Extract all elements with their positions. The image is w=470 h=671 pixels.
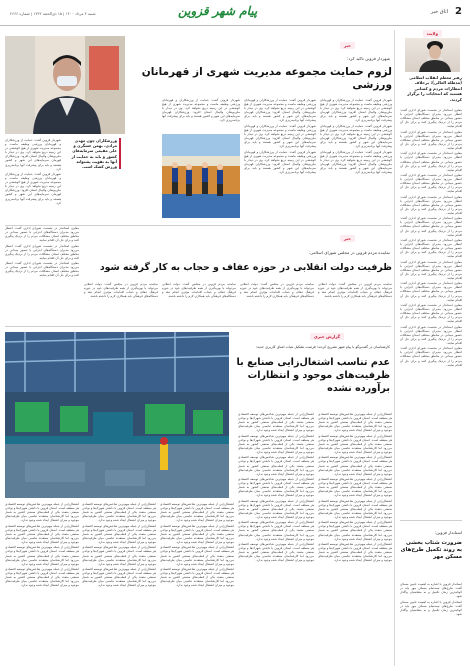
sport-paragraph: شهردار قزوین گفت: حمایت از ورزشکاران و قهرمانان ورزشی وظیفه ماست و مجموعه مدیریت شهری از هیچ کوششی در این زمینه دریغ نخواهد کرد. وی در دیدار با ملی‌پوشان والیبال استان افزود: ورزشکاران قهرمان سرمایه‌های این شهر و کشور هستند و باید برای پیشرفت آنها برنامه‌ریزی کرد. xyxy=(320,149,392,174)
sport-paragraph: شهردار قزوین گفت: حمایت از ورزشکاران و قهرمانان ورزشی وظیفه ماست و مجموعه مدیریت شهری از هیچ کوششی در این زمینه دریغ نخواهد کرد. وی در دیدار با ملی‌پوشان والیبال استان افزود: ورزشکاران قهرمان سرمایه‌های این شهر و کشور هستند و باید برای پیشرفت آنها برنامه‌ریزی کرد. xyxy=(5,138,61,171)
column-divider xyxy=(394,30,395,666)
industry-paragraph: اشتغال‌زایی از جمله مهم‌ترین شاخص‌های توسعه اقتصادی هر منطقه است. استان قزوین با داشتن شهرک‌ها و نواحی صنعتی متعدد یکی از قطب‌های صنعتی کشور به شمار می‌رود اما کارشناسان معتقدند تناسبی میان ظرفیت‌های موجود و میزان اشتغال ایجاد شده وجود ندارد. xyxy=(160,523,234,545)
industry-paragraph: اشتغال‌زایی از جمله مهم‌ترین شاخص‌های توسعه اقتصادی هر منطقه است. استان قزوین با داشتن شهرک‌ها و نواحی صنعتی متعدد یکی از قطب‌های صنعتی کشور به شمار می‌رود اما کارشناسان معتقدند تناسبی میان ظرفیت‌های موجود و میزان اشتغال ایجاد شده وجود ندارد. xyxy=(5,545,79,566)
sidebar-paragraph: معاون استاندار در نشست شورای اداری گفت: انتظار می‌رود مدیران دستگاه‌های اجرایی با حضور میدانی در مناطق مختلف استان مشکلات مردم را از نزدیک پیگیری کنند و برای حل آن اقدام نمایند. xyxy=(400,324,462,345)
section-divider xyxy=(5,326,391,327)
governor-body-col2 xyxy=(240,282,314,322)
sidebar-paragraph: معاون استاندار در نشست شورای اداری گفت: انتظار می‌رود مدیران دستگاه‌های اجرایی با حضور میدانی در مناطق مختلف استان مشکلات مردم را از نزدیک پیگیری کنند و برای حل آن اقدام نمایند. xyxy=(400,108,462,129)
industry-paragraph: اشتغال‌زایی از جمله مهم‌ترین شاخص‌های توسعه اقتصادی هر منطقه است. استان قزوین با داشتن شهرک‌ها و نواحی صنعتی متعدد یکی از قطب‌های صنعتی کشور به شمار می‌رود اما کارشناسان معتقدند تناسبی میان ظرفیت‌های موجود و میزان اشتغال ایجاد شده وجود ندارد. xyxy=(238,520,314,541)
factory-photo xyxy=(5,332,229,498)
section-label: اتاق خبر xyxy=(430,9,448,15)
industry-paragraph: اشتغال‌زایی از جمله مهم‌ترین شاخص‌های توسعه اقتصادی هر منطقه است. استان قزوین با داشتن شهرک‌ها و نواحی صنعتی متعدد یکی از قطب‌های صنعتی کشور به شمار می‌رود اما کارشناسان معتقدند تناسبی میان ظرفیت‌های موجود و میزان اشتغال ایجاد شده وجود ندارد. xyxy=(318,541,392,563)
section-divider xyxy=(400,520,462,521)
industry-paragraph: اشتغال‌زایی از جمله مهم‌ترین شاخص‌های توسعه اقتصادی هر منطقه است. استان قزوین با داشتن شهرک‌ها و نواحی صنعتی متعدد یکی از قطب‌های صنعتی کشور به شمار می‌رود اما کارشناسان معتقدند تناسبی میان ظرفیت‌های موجود و میزان اشتغال ایجاد شده وجود ندارد. xyxy=(318,455,392,476)
sport-tag: خبر xyxy=(340,42,355,49)
industry-paragraph: اشتغال‌زایی از جمله مهم‌ترین شاخص‌های توسعه اقتصادی هر منطقه است. استان قزوین با داشتن شهرک‌ها و نواحی صنعتی متعدد یکی از قطب‌های صنعتی کشور به شمار می‌رود اما کارشناسان معتقدند تناسبی میان ظرفیت‌های موجود و میزان اشتغال ایجاد شده وجود ندارد. xyxy=(160,566,234,588)
industry-paragraph: اشتغال‌زایی از جمله مهم‌ترین شاخص‌های توسعه اقتصادی هر منطقه است. استان قزوین با داشتن شهرک‌ها و نواحی صنعتی متعدد یکی از قطب‌های صنعتی کشور به شمار می‌رود اما کارشناسان معتقدند تناسبی میان ظرفیت‌های موجود و میزان اشتغال ایجاد شده وجود ندارد. xyxy=(318,412,392,433)
industry-paragraph: اشتغال‌زایی از جمله مهم‌ترین شاخص‌های توسعه اقتصادی هر منطقه است. استان قزوین با داشتن شهرک‌ها و نواحی صنعتی متعدد یکی از قطب‌های صنعتی کشور به شمار می‌رود اما کارشناسان معتقدند تناسبی میان ظرفیت‌های موجود و میزان اشتغال ایجاد شده وجود ندارد. xyxy=(238,455,314,476)
sidebar-paragraph: معاون استاندار در نشست شورای اداری گفت: انتظار می‌رود مدیران دستگاه‌های اجرایی با حضور میدانی در مناطق مختلف استان مشکلات مردم را از نزدیک پیگیری کنند و برای حل آن اقدام نمایند. xyxy=(400,151,462,172)
industry-headline: عدم تناسب اشتغال‌زایی صنایع با ظرفیت‌های موجود و انتظارات برآورده نشده xyxy=(236,357,390,394)
leader-tag: ولایت xyxy=(423,30,442,37)
left-paragraph: معاون استاندار در نشست شورای اداری گفت: انتظار می‌رود مدیران دستگاه‌های اجرایی با حضور میدانی در مناطق مختلف استان مشکلات مردم را از نزدیک پیگیری کنند و برای حل آن اقدام نمایند. xyxy=(5,243,79,260)
sidebar-text xyxy=(400,108,462,518)
sport-body-left xyxy=(5,138,61,214)
industry-body-col1 xyxy=(318,412,392,662)
left-paragraph: معاون استاندار در نشست شورای اداری گفت: انتظار می‌رود مدیران دستگاه‌های اجرایی با حضور میدانی در مناطق مختلف استان مشکلات مردم را از نزدیک پیگیری کنند و برای حل آن اقدام نمایند. xyxy=(5,261,79,278)
industry-paragraph: اشتغال‌زایی از جمله مهم‌ترین شاخص‌های توسعه اقتصادی هر منطقه است. استان قزوین با داشتن شهرک‌ها و نواحی صنعتی متعدد یکی از قطب‌های صنعتی کشور به شمار می‌رود اما کارشناسان معتقدند تناسبی میان ظرفیت‌های موجود و میزان اشتغال ایجاد شده وجود ندارد. xyxy=(318,433,392,455)
sidebar-paragraph: معاون استاندار در نشست شورای اداری گفت: انتظار می‌رود مدیران دستگاه‌های اجرایی با حضور میدانی در مناطق مختلف استان مشکلات مردم را از نزدیک پیگیری کنند و برای حل آن اقدام نمایند. xyxy=(400,216,462,237)
page-number: 2 xyxy=(455,6,462,17)
governor-body-col1 xyxy=(318,282,392,322)
industry-paragraph: اشتغال‌زایی از جمله مهم‌ترین شاخص‌های توسعه اقتصادی هر منطقه است. استان قزوین با داشتن شهرک‌ها و نواحی صنعتی متعدد یکی از قطب‌های صنعتی کشور به شمار می‌رود اما کارشناسان معتقدند تناسبی میان ظرفیت‌های موجود و میزان اشتغال ایجاد شده وجود ندارد. xyxy=(82,566,156,588)
dateline: شنبه ۴ مرداد ۱۴۰۰ | ۱۵ ذی‌الحجه ۱۴۴۲ | شماره ۲۶۶۶ xyxy=(10,11,96,16)
industry-paragraph: اشتغال‌زایی از جمله مهم‌ترین شاخص‌های توسعه اقتصادی هر منطقه است. استان قزوین با داشتن شهرک‌ها و نواحی صنعتی متعدد یکی از قطب‌های صنعتی کشور به شمار می‌رود اما کارشناسان معتقدند تناسبی میان ظرفیت‌های موجود و میزان اشتغال ایجاد شده وجود ندارد. xyxy=(238,476,314,498)
industry-paragraph: اشتغال‌زایی از جمله مهم‌ترین شاخص‌های توسعه اقتصادی هر منطقه است. استان قزوین با داشتن شهرک‌ها و نواحی صنعتی متعدد یکی از قطب‌های صنعتی کشور به شمار می‌رود اما کارشناسان معتقدند تناسبی میان ظرفیت‌های موجود و میزان اشتغال ایجاد شده وجود ندارد. xyxy=(5,523,79,545)
right-bottom-paragraph: استاندار قزوین با اشاره به اهمیت تامین مسکن گفت: طرح‌های نیمه‌تمام مسکن مهر باید در کوتاه‌ترین زمان تکمیل و به متقاضیان واگذار شود. xyxy=(400,599,462,616)
sport-headline: لزوم حمایت مجموعه مدیریت شهری از قهرمانان ورزشی xyxy=(141,66,392,91)
industry-paragraph: اشتغال‌زایی از جمله مهم‌ترین شاخص‌های توسعه اقتصادی هر منطقه است. استان قزوین با داشتن شهرک‌ها و نواحی صنعتی متعدد یکی از قطب‌های صنعتی کشور به شمار می‌رود اما کارشناسان معتقدند تناسبی میان ظرفیت‌های موجود و میزان اشتغال ایجاد شده وجود ندارد. xyxy=(238,498,314,519)
industry-paragraph: اشتغال‌زایی از جمله مهم‌ترین شاخص‌های توسعه اقتصادی هر منطقه است. استان قزوین با داشتن شهرک‌ها و نواحی صنعتی متعدد یکی از قطب‌های صنعتی کشور به شمار می‌رود اما کارشناسان معتقدند تناسبی میان ظرفیت‌های موجود و میزان اشتغال ایجاد شده وجود ندارد. xyxy=(318,520,392,541)
governor-body-col3 xyxy=(162,282,236,322)
industry-paragraph: اشتغال‌زایی از جمله مهم‌ترین شاخص‌های توسعه اقتصادی هر منطقه است. استان قزوین با داشتن شهرک‌ها و نواحی صنعتی متعدد یکی از قطب‌های صنعتی کشور به شمار می‌رود اما کارشناسان معتقدند تناسبی میان ظرفیت‌های موجود و میزان اشتغال ایجاد شده وجود ندارد. xyxy=(238,433,314,455)
right-bottom-kicker: استاندار قزوین: xyxy=(434,530,462,535)
sidebar-paragraph: معاون استاندار در نشست شورای اداری گفت: انتظار می‌رود مدیران دستگاه‌های اجرایی با حضور میدانی در مناطق مختلف استان مشکلات مردم را از نزدیک پیگیری کنند و برای حل آن اقدام نمایند. xyxy=(400,302,462,324)
industry-paragraph: اشتغال‌زایی از جمله مهم‌ترین شاخص‌های توسعه اقتصادی هر منطقه است. استان قزوین با داشتن شهرک‌ها و نواحی صنعتی متعدد یکی از قطب‌های صنعتی کشور به شمار می‌رود اما کارشناسان معتقدند تناسبی میان ظرفیت‌های موجود و میزان اشتغال ایجاد شده وجود ندارد. xyxy=(318,498,392,519)
industry-paragraph: اشتغال‌زایی از جمله مهم‌ترین شاخص‌های توسعه اقتصادی هر منطقه است. استان قزوین با داشتن شهرک‌ها و نواحی صنعتی متعدد یکی از قطب‌های صنعتی کشور به شمار می‌رود اما کارشناسان معتقدند تناسبی میان ظرفیت‌های موجود و میزان اشتغال ایجاد شده وجود ندارد. xyxy=(5,502,79,523)
sport-paragraph: شهردار قزوین گفت: حمایت از ورزشکاران و قهرمانان ورزشی وظیفه ماست و مجموعه مدیریت شهری از هیچ کوششی در این زمینه دریغ نخواهد کرد. وی در دیدار با ملی‌پوشان والیبال استان افزود: ورزشکاران قهرمان سرمایه‌های این شهر و کشور هستند و باید برای پیشرفت آنها برنامه‌ریزی کرد. xyxy=(244,123,316,149)
industry-paragraph: اشتغال‌زایی از جمله مهم‌ترین شاخص‌های توسعه اقتصادی هر منطقه است. استان قزوین با داشتن شهرک‌ها و نواحی صنعتی متعدد یکی از قطب‌های صنعتی کشور به شمار می‌رود اما کارشناسان معتقدند تناسبی میان ظرفیت‌های موجود و میزان اشتغال ایجاد شده وجود ندارد. xyxy=(5,566,79,588)
governor-paragraph: نماینده مردم قزوین در مجلس گفت: دولت انقلابی می‌تواند با بهره‌گیری از همه ظرفیت‌های خود در حوزه فرهنگ عفاف و حجاب اقدامات مؤثری انجام دهد و دستگاه‌های فرهنگی باید همکاری لازم را داشته باشند. xyxy=(318,282,392,299)
industry-paragraph: اشتغال‌زایی از جمله مهم‌ترین شاخص‌های توسعه اقتصادی هر منطقه است. استان قزوین با داشتن شهرک‌ها و نواحی صنعتی متعدد یکی از قطب‌های صنعتی کشور به شمار می‌رود اما کارشناسان معتقدند تناسبی میان ظرفیت‌های موجود و میزان اشتغال ایجاد شده وجود ندارد. xyxy=(318,476,392,498)
industry-tag: گزارش خبری xyxy=(310,333,344,340)
industry-paragraph: اشتغال‌زایی از جمله مهم‌ترین شاخص‌های توسعه اقتصادی هر منطقه است. استان قزوین با داشتن شهرک‌ها و نواحی صنعتی متعدد یکی از قطب‌های صنعتی کشور به شمار می‌رود اما کارشناسان معتقدند تناسبی میان ظرفیت‌های موجود و میزان اشتغال ایجاد شده وجود ندارد. xyxy=(160,545,234,566)
sidebar-paragraph: معاون استاندار در نشست شورای اداری گفت: انتظار می‌رود مدیران دستگاه‌های اجرایی با حضور میدانی در مناطق مختلف استان مشکلات مردم را از نزدیک پیگیری کنند و برای حل آن اقدام نمایند. xyxy=(400,194,462,215)
sport-caption: ورزشکاران چون مهدی مرادی، بهمن عسگری و علی مقیمی سرمایه‌های کشور و باید به حمایت از آنها به تقویت پشتوانه ورزش کشک است. xyxy=(65,138,121,169)
sport-body-col2 xyxy=(244,98,316,218)
masthead-logo: پیام شهر قزوین xyxy=(178,4,258,18)
sport-paragraph: شهردار قزوین گفت: حمایت از ورزشکاران و قهرمانان ورزشی وظیفه ماست و مجموعه مدیریت شهری از هیچ کوششی در این زمینه دریغ نخواهد کرد. وی در دیدار با ملی‌پوشان والیبال استان افزود: ورزشکاران قهرمان سرمایه‌های این شهر و کشور هستند و باید برای پیشرفت آنها برنامه‌ریزی کرد. xyxy=(244,98,316,123)
sidebar-paragraph: معاون استاندار در نشست شورای اداری گفت: انتظار می‌رود مدیران دستگاه‌های اجرایی با حضور میدانی در مناطق مختلف استان مشکلات مردم را از نزدیک پیگیری کنند و برای حل آن اقدام نمایند. xyxy=(400,346,462,367)
right-bottom-body xyxy=(400,582,462,664)
governor-paragraph: نماینده مردم قزوین در مجلس گفت: دولت انقلابی می‌تواند با بهره‌گیری از همه ظرفیت‌های خود در حوزه فرهنگ عفاف و حجاب اقدامات مؤثری انجام دهد و دستگاه‌های فرهنگی باید همکاری لازم را داشته باشند. xyxy=(240,282,314,299)
sport-paragraph: شهردار قزوین گفت: حمایت از ورزشکاران و قهرمانان ورزشی وظیفه ماست و مجموعه مدیریت شهری از هیچ کوششی در این زمینه دریغ نخواهد کرد. وی در دیدار با ملی‌پوشان والیبال استان افزود: ورزشکاران قهرمان سرمایه‌های این شهر و کشور هستند و باید برای پیشرفت آنها برنامه‌ریزی کرد. xyxy=(5,171,61,205)
industry-paragraph: اشتغال‌زایی از جمله مهم‌ترین شاخص‌های توسعه اقتصادی هر منطقه است. استان قزوین با داشتن شهرک‌ها و نواحی صنعتی متعدد یکی از قطب‌های صنعتی کشور به شمار می‌رود اما کارشناسان معتقدند تناسبی میان ظرفیت‌های موجود و میزان اشتغال ایجاد شده وجود ندارد. xyxy=(82,545,156,566)
governor-tag: خبر xyxy=(340,235,355,242)
leader-photo xyxy=(405,38,460,72)
industry-paragraph: اشتغال‌زایی از جمله مهم‌ترین شاخص‌های توسعه اقتصادی هر منطقه است. استان قزوین با داشتن شهرک‌ها و نواحی صنعتی متعدد یکی از قطب‌های صنعتی کشور به شمار می‌رود اما کارشناسان معتقدند تناسبی میان ظرفیت‌های موجود و میزان اشتغال ایجاد شده وجود ندارد. xyxy=(160,502,234,523)
masthead xyxy=(0,0,470,26)
industry-paragraph: اشتغال‌زایی از جمله مهم‌ترین شاخص‌های توسعه اقتصادی هر منطقه است. استان قزوین با داشتن شهرک‌ها و نواحی صنعتی متعدد یکی از قطب‌های صنعتی کشور به شمار می‌رود اما کارشناسان معتقدند تناسبی میان ظرفیت‌های موجود و میزان اشتغال ایجاد شده وجود ندارد. xyxy=(82,502,156,523)
sport-body-col1 xyxy=(320,98,392,218)
industry-paragraph: اشتغال‌زایی از جمله مهم‌ترین شاخص‌های توسعه اقتصادی هر منطقه است. استان قزوین با داشتن شهرک‌ها و نواحی صنعتی متعدد یکی از قطب‌های صنعتی کشور به شمار می‌رود اما کارشناسان معتقدند تناسبی میان ظرفیت‌های موجود و میزان اشتغال ایجاد شده وجود ندارد. xyxy=(238,412,314,433)
governor-body-col4 xyxy=(84,282,158,322)
industry-body-col2 xyxy=(238,412,314,662)
sport-paragraph: شهردار قزوین گفت: حمایت از ورزشکاران و قهرمانان ورزشی وظیفه ماست و مجموعه مدیریت شهری از هیچ کوششی در این زمینه دریغ نخواهد کرد. وی در دیدار با ملی‌پوشان والیبال استان افزود: ورزشکاران قهرمان سرمایه‌های این شهر و کشور هستند و باید برای پیشرفت آنها برنامه‌ریزی کرد. xyxy=(162,98,240,123)
governor-paragraph: نماینده مردم قزوین در مجلس گفت: دولت انقلابی می‌تواند با بهره‌گیری از همه ظرفیت‌های خود در حوزه فرهنگ عفاف و حجاب اقدامات مؤثری انجام دهد و دستگاه‌های فرهنگی باید همکاری لازم را داشته باشند. xyxy=(162,282,236,299)
volleyball-photo xyxy=(162,134,240,218)
right-bottom-paragraph: استاندار قزوین با اشاره به اهمیت تامین مسکن گفت: طرح‌های نیمه‌تمام مسکن مهر باید در کوتاه‌ترین زمان تکمیل و به متقاضیان واگذار شود. xyxy=(400,582,462,599)
sidebar-paragraph: معاون استاندار در نشست شورای اداری گفت: انتظار می‌رود مدیران دستگاه‌های اجرایی با حضور میدانی در مناطق مختلف استان مشکلات مردم را از نزدیک پیگیری کنند و برای حل آن اقدام نمایند. xyxy=(400,281,462,302)
industry-body-col5 xyxy=(5,502,79,662)
governor-paragraph: نماینده مردم قزوین در مجلس گفت: دولت انقلابی می‌تواند با بهره‌گیری از همه ظرفیت‌های خود در حوزه فرهنگ عفاف و حجاب اقدامات مؤثری انجام دهد و دستگاه‌های فرهنگی باید همکاری لازم را داشته باشند. xyxy=(84,282,158,299)
industry-kicker: کارشناسان در گفت‌وگو با پیام شهر تشریح کردند؛ فرصت تشکیل هیات امنای کاربری جدید: xyxy=(255,345,390,349)
right-bottom-headline: ضرورت شتاب بخشی به روند تکمیل طرح‌های مسکن مهر xyxy=(400,540,462,560)
sport-kicker: شهردار قزوین تاکید کرد: xyxy=(347,56,390,61)
sport-body-col3 xyxy=(162,98,240,132)
sidebar-paragraph: معاون استاندار در نشست شورای اداری گفت: انتظار می‌رود مدیران دستگاه‌های اجرایی با حضور میدانی در مناطق مختلف استان مشکلات مردم را از نزدیک پیگیری کنند و برای حل آن اقدام نمایند. xyxy=(400,237,462,259)
left-column-text xyxy=(5,226,79,322)
sidebar-paragraph: معاون استاندار در نشست شورای اداری گفت: انتظار می‌رود مدیران دستگاه‌های اجرایی با حضور میدانی در مناطق مختلف استان مشکلات مردم را از نزدیک پیگیری کنند و برای حل آن اقدام نمایند. xyxy=(400,129,462,151)
leader-quote: رهبر معظم انقلاب اسلامی (مدظله العالی): برخلاف انتظارات مردم و کسانی هستند که انتخابات را برگزار کردند. xyxy=(407,75,462,102)
industry-body-col4 xyxy=(82,502,156,662)
industry-paragraph: اشتغال‌زایی از جمله مهم‌ترین شاخص‌های توسعه اقتصادی هر منطقه است. استان قزوین با داشتن شهرک‌ها و نواحی صنعتی متعدد یکی از قطب‌های صنعتی کشور به شمار می‌رود اما کارشناسان معتقدند تناسبی میان ظرفیت‌های موجود و میزان اشتغال ایجاد شده وجود ندارد. xyxy=(82,523,156,545)
sport-paragraph: شهردار قزوین گفت: حمایت از ورزشکاران و قهرمانان ورزشی وظیفه ماست و مجموعه مدیریت شهری از هیچ کوششی در این زمینه دریغ نخواهد کرد. وی در دیدار با ملی‌پوشان والیبال استان افزود: ورزشکاران قهرمان سرمایه‌های این شهر و کشور هستند و باید برای پیشرفت آنها برنامه‌ریزی کرد. xyxy=(320,123,392,149)
sidebar-paragraph: معاون استاندار در نشست شورای اداری گفت: انتظار می‌رود مدیران دستگاه‌های اجرایی با حضور میدانی در مناطق مختلف استان مشکلات مردم را از نزدیک پیگیری کنند و برای حل آن اقدام نمایند. xyxy=(400,259,462,280)
industry-body-col3 xyxy=(160,502,234,662)
sidebar-paragraph: معاون استاندار در نشست شورای اداری گفت: انتظار می‌رود مدیران دستگاه‌های اجرایی با حضور میدانی در مناطق مختلف استان مشکلات مردم را از نزدیک پیگیری کنند و برای حل آن اقدام نمایند. xyxy=(400,172,462,194)
governor-headline: ظرفیت دولت انقلابی در حوزه عفاف و حجاب به کار گرفته شود xyxy=(99,262,392,273)
left-paragraph: معاون استاندار در نشست شورای اداری گفت: انتظار می‌رود مدیران دستگاه‌های اجرایی با حضور میدانی در مناطق مختلف استان مشکلات مردم را از نزدیک پیگیری کنند و برای حل آن اقدام نمایند. xyxy=(5,226,79,243)
industry-paragraph: اشتغال‌زایی از جمله مهم‌ترین شاخص‌های توسعه اقتصادی هر منطقه است. استان قزوین با داشتن شهرک‌ها و نواحی صنعتی متعدد یکی از قطب‌های صنعتی کشور به شمار می‌رود اما کارشناسان معتقدند تناسبی میان ظرفیت‌های موجود و میزان اشتغال ایجاد شده وجود ندارد. xyxy=(238,541,314,563)
sport-paragraph: شهردار قزوین گفت: حمایت از ورزشکاران و قهرمانان ورزشی وظیفه ماست و مجموعه مدیریت شهری از هیچ کوششی در این زمینه دریغ نخواهد کرد. وی در دیدار با ملی‌پوشان والیبال استان افزود: ورزشکاران قهرمان سرمایه‌های این شهر و کشور هستند و باید برای پیشرفت آنها برنامه‌ریزی کرد. xyxy=(244,149,316,174)
sport-paragraph: شهردار قزوین گفت: حمایت از ورزشکاران و قهرمانان ورزشی وظیفه ماست و مجموعه مدیریت شهری از هیچ کوششی در این زمینه دریغ نخواهد کرد. وی در دیدار با ملی‌پوشان والیبال استان افزود: ورزشکاران قهرمان سرمایه‌های این شهر و کشور هستند و باید برای پیشرفت آنها برنامه‌ریزی کرد. xyxy=(320,98,392,123)
spokesman-photo xyxy=(5,36,125,134)
governor-kicker: نماینده مردم قزوین در مجلس شورای اسلامی: xyxy=(308,250,390,255)
